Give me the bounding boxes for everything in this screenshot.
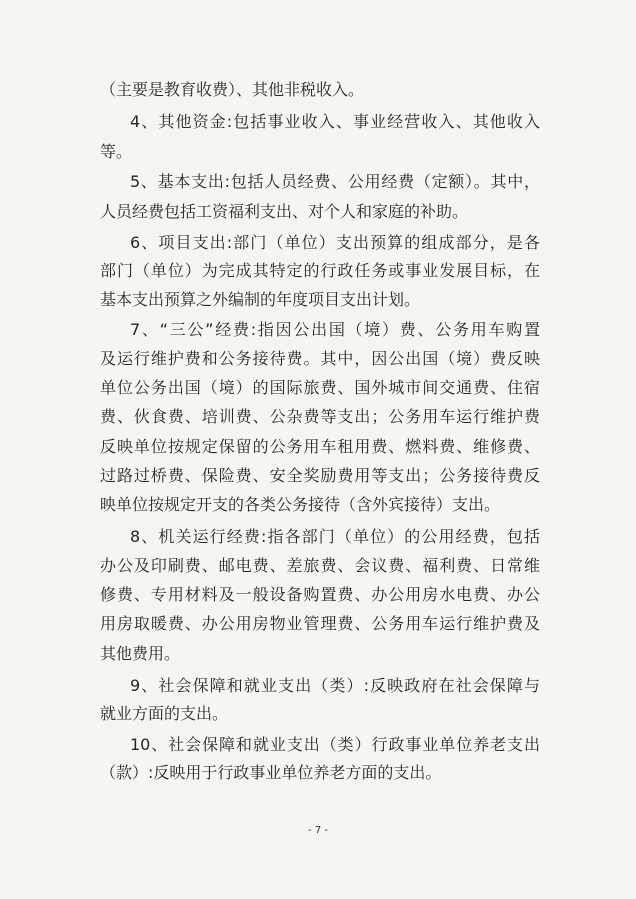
text-line: 7、“三公”经费:指因公出国（境）费、公务用车购置 <box>130 321 540 339</box>
text-line: （主要是教育收费）、其他非税收入。 <box>100 81 365 99</box>
text-line: 映单位按规定开支的各类公务接待（含外宾接待）支出。 <box>100 496 501 514</box>
text-line: 及运行维护费和公务接待费。其中，因公出国（境）费反映 <box>100 350 540 368</box>
text-line: 反映单位按规定保留的公务用车租用费、燃料费、维修费、 <box>100 438 540 456</box>
page-number: - 7 - <box>308 825 328 836</box>
text-line: 9、社会保障和就业支出（类）:反映政府在社会保障与 <box>130 677 540 695</box>
text-line: 10、社会保障和就业支出（类）行政事业单位养老支出 <box>130 736 540 754</box>
text-line: 用房取暖费、办公用房物业管理费、公务用车运行维护费及 <box>100 615 540 633</box>
text-line: 8、机关运行经费:指各部门（单位）的公用经费，包括 <box>130 528 540 546</box>
text-line: 其他费用。 <box>100 645 181 663</box>
text-line: 6、项目支出:部门（单位）支出预算的组成部分，是各 <box>130 234 540 252</box>
text-line: 5、基本支出:包括人员经费、公用经费（定额）。其中， <box>130 173 540 191</box>
text-line: 人员经费包括工资福利支出、对个人和家庭的补助。 <box>100 203 469 221</box>
text-line: 部门（单位）为完成其特定的行政任务或事业发展目标，在 <box>100 262 540 280</box>
text-line: 过路过桥费、保险费、安全奖励费用等支出；公务接待费反 <box>100 467 540 485</box>
text-line: （款）:反映用于行政事业单位养老方面的支出。 <box>100 764 442 782</box>
text-line: 单位公务出国（境）的国际旅费、国外城市间交通费、住宿 <box>100 379 540 397</box>
text-line: 费、伙食费、培训费、公杂费等支出；公务用车运行维护费 <box>100 408 540 426</box>
text-line: 基本支出预算之外编制的年度项目支出计划。 <box>100 291 421 309</box>
text-line: 办公及印刷费、邮电费、差旅费、会议费、福利费、日常维 <box>100 557 540 575</box>
text-line: 就业方面的支出。 <box>100 705 229 723</box>
text-line: 等。 <box>100 143 133 161</box>
text-line: 修费、专用材料及一般设备购置费、办公用房水电费、办公 <box>100 586 540 604</box>
text-line: 4、其他资金:包括事业收入、事业经营收入、其他收入 <box>130 113 540 131</box>
